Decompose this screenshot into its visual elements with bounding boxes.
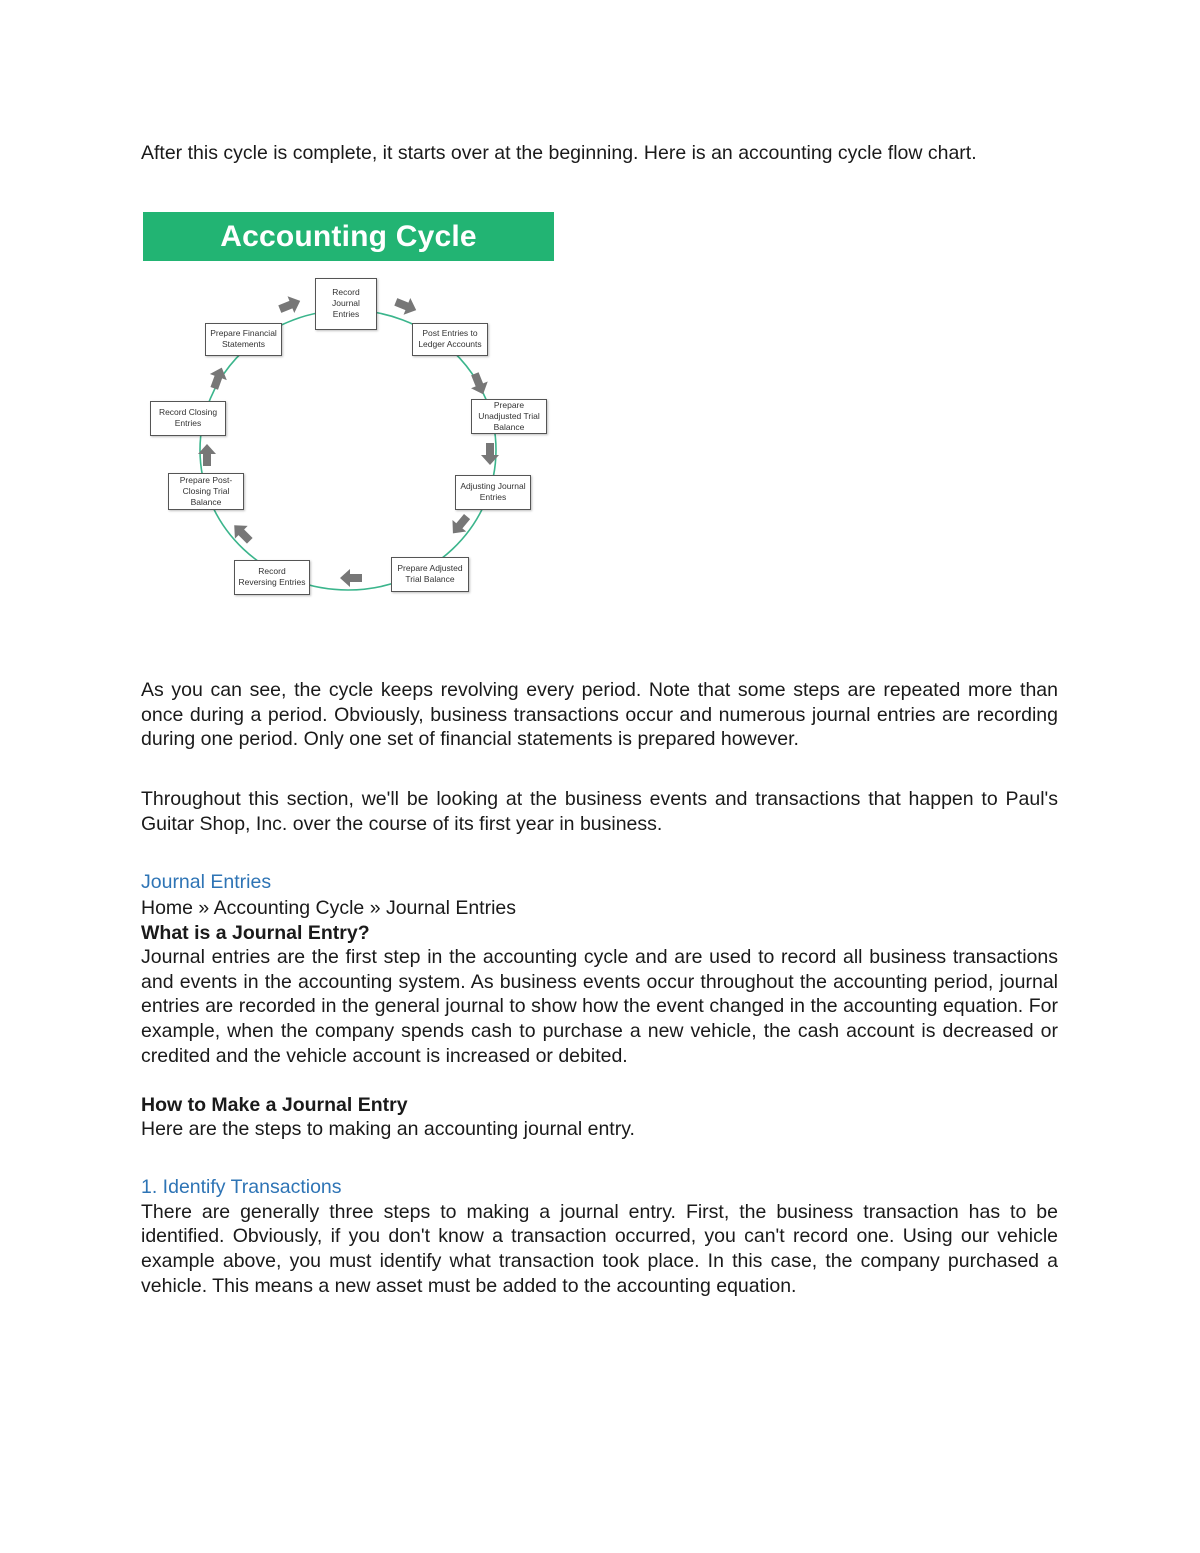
step-post-entries: Post Entries to Ledger Accounts	[412, 323, 488, 356]
breadcrumb[interactable]: Home » Accounting Cycle » Journal Entries	[141, 896, 517, 919]
step-record-journal-entries: Record Journal Entries	[315, 278, 377, 330]
arrow-icon	[276, 292, 303, 317]
revolving-paragraph: As you can see, the cycle keeps revolving every period. Note that some steps are repeated more than once during a period. Obviously, business transactions occur and numerous journal entries are recording during one period. Only one set of financial statements is prepared however.	[141, 678, 1058, 751]
step-financial-statements: Prepare Financial Statements	[205, 323, 282, 356]
journal-entry-body: Journal entries are the first step in the accounting cycle and are used to record all business transactions and events in the accounting system. As business events occur throughout the accounting period, journal entries are recorded in the general journal to show how the event changed in the accounting equation. For example, when the company spends cash to purchase a new vehicle, the cash account is decreased or credited and the vehicle account is increased or debited.	[141, 945, 1058, 1067]
step-post-closing-trial-balance: Prepare Post-Closing Trial Balance	[168, 473, 244, 510]
arrow-icon	[392, 293, 419, 318]
what-is-journal-entry-heading: What is a Journal Entry?	[141, 921, 370, 944]
arrow-icon	[228, 519, 256, 547]
accounting-cycle-diagram	[143, 212, 563, 612]
journal-entries-link[interactable]: Journal Entries	[141, 870, 272, 893]
how-to-body: Here are the steps to making an accounting journal entry.	[141, 1117, 635, 1140]
arrow-icon	[467, 370, 492, 397]
intro-paragraph: After this cycle is complete, it starts over at the beginning. Here is an accounting cycle flow chart.	[141, 142, 977, 164]
arrow-icon	[340, 569, 362, 587]
document-page	[141, 141, 1058, 1299]
identify-transactions-link[interactable]: 1. Identify Transactions	[141, 1175, 342, 1198]
identify-transactions-body: There are generally three steps to making a journal entry. First, the business transaction has to be identified. Obviously, if you don't know a transaction occurred, you can't record one. Using our vehicle example above, you must identify what transaction took place. In this case, the company purchased a vehicle. This means a new asset must be added to the accounting equation.	[141, 1200, 1058, 1297]
step-adjusting-journal-entries: Adjusting Journal Entries	[455, 475, 531, 510]
step-adjusted-trial-balance: Prepare Adjusted Trial Balance	[391, 557, 469, 592]
arrow-icon	[446, 511, 474, 539]
how-to-heading: How to Make a Journal Entry	[141, 1093, 408, 1116]
step-unadjusted-trial-balance: Prepare Unadjusted Trial Balance	[471, 399, 547, 434]
diagram-title: Accounting Cycle	[143, 212, 554, 261]
step-record-reversing-entries: Record Reversing Entries	[234, 560, 310, 595]
step-record-closing-entries: Record Closing Entries	[150, 401, 226, 436]
throughout-paragraph: Throughout this section, we'll be looking at the business events and transactions that happen to Paul's Guitar Shop, Inc. over the course of its first year in business.	[141, 788, 1058, 835]
